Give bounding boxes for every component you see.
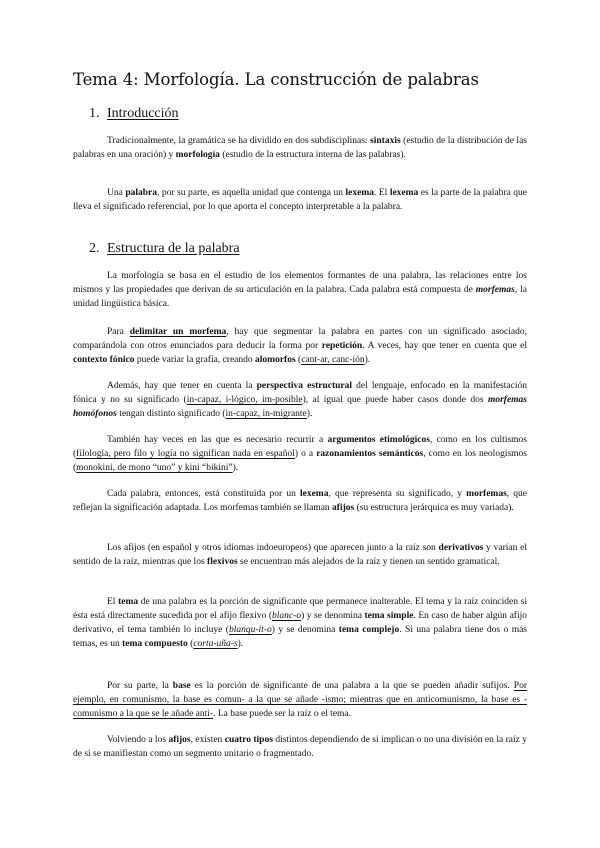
- text-run: ) y se denomina: [271, 625, 339, 636]
- text-run: ).: [364, 355, 371, 366]
- section-label: Introducción: [107, 106, 179, 121]
- underlined-text: cant-ar, canc-ión: [301, 355, 365, 366]
- text-run: se encuentran más alejados de la raíz y tienen un sentido gramatical.: [237, 557, 500, 568]
- bold-term: repetición: [321, 341, 363, 352]
- text-run: . El: [374, 188, 390, 198]
- bold-term: afijos: [332, 503, 355, 514]
- text-run: . En caso de haber algún afijo derivativo, el tema también lo incluye (: [73, 611, 527, 636]
- text-run: , hay que segmentar la palabra en partes con un significado asociado, comparándola con otros enunciados para deducir la forma por: [73, 327, 527, 352]
- text-run: ).: [306, 409, 313, 420]
- text-run: . Si una palabra tiene dos o más temas, es un: [73, 625, 527, 650]
- bold-term: tema: [118, 597, 139, 607]
- paragraph: [73, 269, 527, 311]
- paragraph: [73, 134, 527, 162]
- text-run: ), al igual que puede haber casos donde dos: [302, 395, 488, 406]
- section-heading-introduccion: [89, 106, 179, 122]
- bold-term: morfología: [175, 150, 220, 161]
- text-run: Por su parte, la: [107, 681, 173, 691]
- bold-term: flexivos: [207, 557, 238, 568]
- text-run: , por su parte, es aquella unidad que contenga un: [157, 188, 346, 198]
- underlined-text: filología, pero filo y logía no significan nada en español: [76, 449, 295, 460]
- text-run: ).: [232, 463, 239, 474]
- paragraph: [73, 186, 527, 214]
- bold-term: razonamientos semánticos: [316, 449, 424, 460]
- bold-term: tema compuesto: [122, 639, 188, 650]
- bold-term: tema simple: [364, 611, 414, 622]
- text-run: También hay veces en las que es necesario recurrir a: [107, 435, 328, 445]
- text-run: distintos dependiendo de si implican o no una división en la raíz y de si se manifiestan como un segmento unitario o fragmentado.: [73, 735, 527, 760]
- bold-term: morfemas: [475, 285, 515, 296]
- text-run: , como en los neologismos (: [73, 449, 527, 474]
- text-run: , existen: [190, 735, 225, 745]
- paragraph: [73, 379, 527, 421]
- text-run: Los afijos (en español y otros idiomas indoeuropeos) que aparecen junto a la raíz son: [107, 543, 439, 553]
- section-number: 2.: [89, 241, 100, 256]
- text-run: (estudio de la distribución de las palabras en una oración) y: [73, 136, 527, 161]
- text-run: (: [187, 639, 194, 650]
- text-run: es la parte de la palabra que lleva el significado referencial, por lo que aporta el concepto interpretable a la palabra.: [73, 188, 528, 213]
- underlined-text: monokini, de mono “uno” y kini “bikini”: [76, 463, 233, 474]
- text-run: (: [295, 355, 302, 366]
- underlined-text: corta-uña-s: [193, 639, 238, 650]
- text-run: (su estructura jerárquica es muy variada).: [354, 503, 514, 514]
- paragraph: [73, 433, 527, 475]
- bold-term: lexema: [299, 489, 329, 499]
- text-run: puede variar la grafía, creando: [134, 355, 256, 366]
- paragraph: [73, 487, 527, 515]
- text-run: El: [107, 597, 119, 607]
- text-run: , como en los cultismos (: [73, 435, 527, 460]
- text-run: Volviendo a los: [107, 735, 169, 745]
- text-run: Además, hay que tener en cuenta la: [107, 381, 257, 391]
- text-run: La morfología se basa en el estudio de los elementos formantes de una palabra, las relaciones entre los mismos y las propiedades que derivan de su articulación en la palabra. Cada palabra está compuesta de: [73, 271, 527, 296]
- text-run: . La base puede ser la raíz o el tema.: [213, 709, 352, 720]
- bold-term: perspectiva estructural: [256, 381, 353, 391]
- text-run: Para: [107, 327, 130, 337]
- text-run: ) o a: [294, 449, 317, 460]
- text-run: Una: [107, 188, 126, 198]
- text-run: (estudio de la estructura interna de las palabras).: [219, 150, 406, 161]
- paragraph: [73, 595, 527, 651]
- underlined-text: in-capaz, in-migrante: [225, 409, 307, 420]
- underlined-text: blanqu-it-o: [228, 625, 272, 636]
- section-heading-estructura: [89, 241, 240, 257]
- text-run: es la porción de significante de una palabra a la que se pueden añadir sufijos.: [190, 681, 514, 691]
- bold-term: argumentos etimológicos: [327, 435, 430, 445]
- bold-term: delimitar un morfema: [129, 327, 227, 337]
- paragraph: [73, 733, 527, 761]
- text-run: . A veces, hay que tener en cuenta que el: [362, 341, 528, 352]
- bold-term: cuatro tipos: [224, 735, 273, 745]
- bold-term: derivativos: [438, 543, 484, 553]
- text-run: del lenguaje, enfocado en la manifestación fónica y no su significado (: [73, 381, 527, 406]
- text-run: de una palabra es la porción de significante que permanece inalterable. El tema y la raíz coinciden si ésta está directamente sucedida por el afijo flexivo (: [73, 597, 527, 622]
- document-title: Tema 4: Morfología. La construcción de palabras: [73, 70, 479, 89]
- bold-term: morfemas homófonos: [73, 395, 527, 420]
- text-run: , que reflejan la significación adaptada. Los morfemas también se llaman: [73, 489, 528, 514]
- bold-term: afijos: [168, 735, 191, 745]
- bold-term: tema complejo: [338, 625, 400, 636]
- underlined-text: in-capaz, i-lógico, im-posible: [186, 395, 303, 406]
- text-run: y varían el sentido de la raíz, mientras que los: [73, 543, 528, 568]
- text-run: ).: [237, 639, 244, 650]
- section-label: Estructura de la palabra: [107, 241, 240, 256]
- underlined-text: blanc-o: [272, 611, 302, 622]
- bold-term: lexema: [389, 188, 419, 198]
- text-run: ) y se denomina: [301, 611, 365, 622]
- bold-term: alomorfos: [255, 355, 296, 366]
- bold-term: palabra: [125, 188, 158, 198]
- text-run: tengan distinto significado (: [116, 409, 226, 420]
- paragraph: [73, 325, 527, 367]
- bold-term: base: [172, 681, 191, 691]
- underlined-text: Por ejemplo, en comunismo, la base es comun- a la que se añade -ismo; mientras que en anticomunismo, la base es -comunismo a la que se le añade anti-: [73, 681, 527, 720]
- bold-term: lexema: [345, 188, 374, 198]
- text-run: Cada palabra, entonces, está constituida por un: [107, 489, 300, 499]
- text-run: , que representa su significado, y: [328, 489, 467, 499]
- text-run: , la unidad lingüística básica.: [73, 285, 528, 310]
- bold-term: contexto fónico: [73, 355, 135, 366]
- bold-term: morfemas: [466, 489, 507, 499]
- section-number: 1.: [89, 106, 100, 121]
- paragraph: [73, 679, 527, 721]
- bold-term: sintaxis: [370, 136, 401, 146]
- text-run: Tradicionalmente, la gramática se ha dividido en dos subdisciplinas:: [107, 136, 371, 146]
- paragraph: [73, 541, 527, 569]
